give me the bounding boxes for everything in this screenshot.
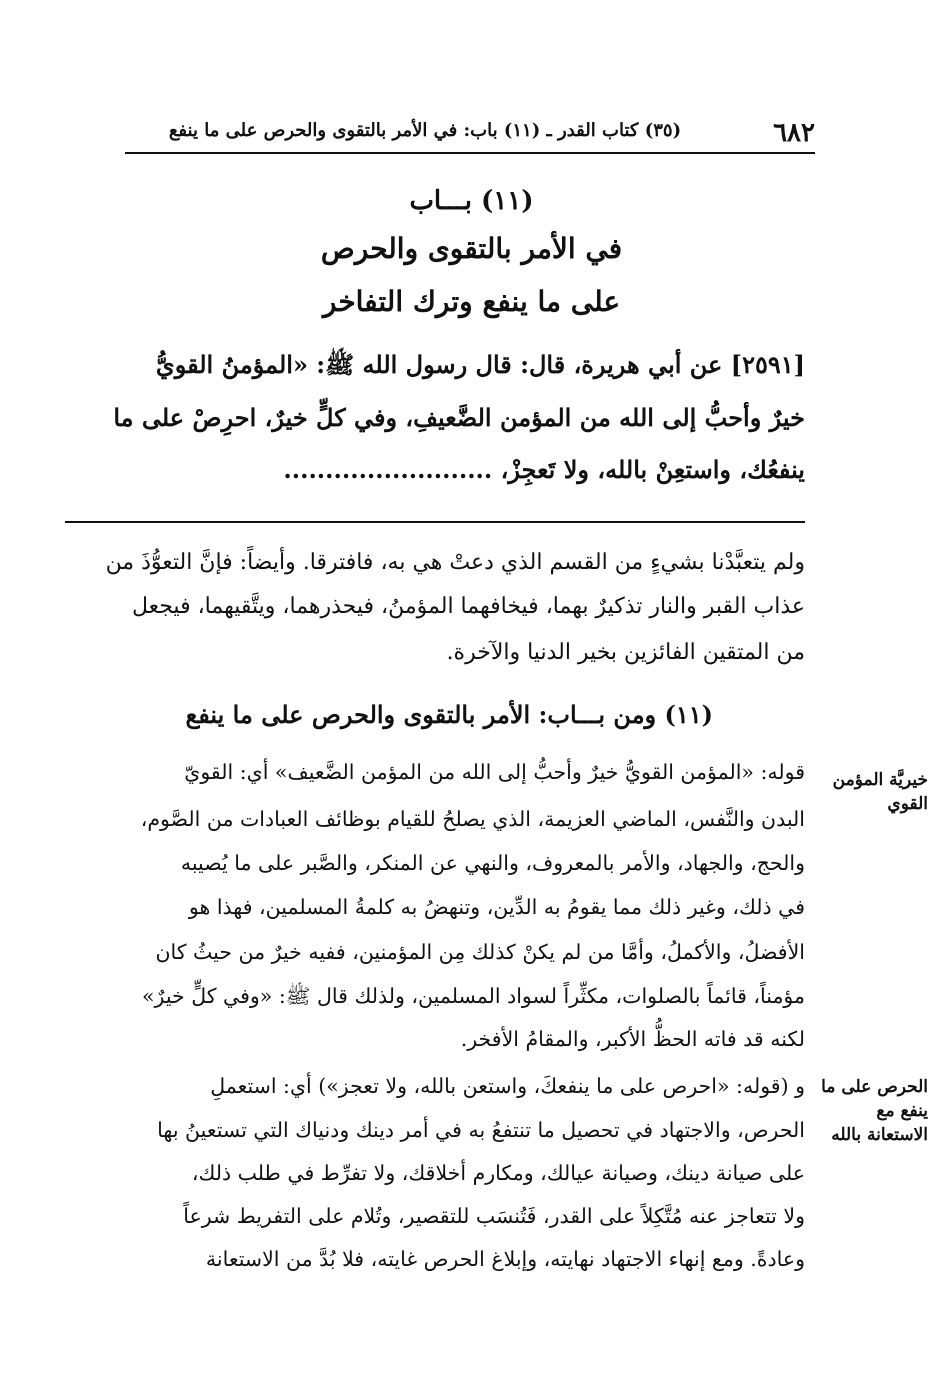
notes-line: في ذلك، وغير ذلك مما يقومُ به الدِّين، وتنهضُ به كلمةُ المسلمين، فهذا هو (188, 895, 805, 919)
hadith-line: ينفعُك، واستعِنْ بالله، ولا تَعجِزْ، ......................... (283, 455, 805, 484)
chapter-number: (١١) بـــاب (409, 186, 534, 216)
notes-line: الأفضلُ، والأكملُ، وأمَّا من لم يكنْ كذلك مِن المؤمنين، ففيه خيرٌ من حيثُ كان (155, 940, 805, 964)
notes-line: على صيانة دينك، وصيانة عيالك، ومكارم أخلاقك، ولا تفرِّط في طلب ذلك، (191, 1161, 805, 1185)
footnote-divider (65, 521, 805, 523)
commentary-line: عذاب القبر والنار تذكيرٌ بهما، فيخافهما المؤمنُ، فيحذرهما، ويتَّقيهما، فيجعل (131, 594, 805, 619)
margin-note-strong-believer: خيريَّة المؤمن القوي (832, 770, 928, 814)
notes-line: و (قوله: «احرص على ما ينفعكَ، واستعن بالله، ولا تعجز») أي: استعملِ (210, 1074, 805, 1098)
chapter-title-line-1: في الأمر بالتقوى والحرص (320, 232, 623, 265)
notes-line: لكنه قد فاته الحظُّ الأكبر، والمقامُ الأفخر. (460, 1027, 805, 1051)
page-number: ٦٨٢ (773, 118, 815, 148)
notes-line: مؤمناً، قائماً بالصلوات، مكثِّراً لسواد المسلمين، ولذلك قال ﷺ: «وفي كلٍّ خيرٌ» (141, 984, 805, 1008)
notes-line: البدن والنَّفس، الماضي العزيمة، الذي يصلحُ للقيام بوظائف العبادات من الصَّوم، (140, 807, 805, 831)
notes-line: وعادةً. ومع إنهاء الاجتهاد نهايته، وإبلاغ الحرص غايته، فلا بُدَّ من الاستعانة (205, 1247, 805, 1271)
notes-line: ولا تتعاجز عنه مُتَّكِلاً على القدر، فَتُنسَب للتقصير، وتُلام على التفريط شرعاً (183, 1204, 805, 1228)
hadith-line: خيرٌ وأحبُّ إلى الله من المؤمن الضَّعيفِ، وفي كلٍّ خيرٌ، احرِصْ على ما (113, 403, 805, 432)
margin-note-diligence: الحرص على ما ينفع مع الاستعانة بالله (821, 1077, 928, 1145)
chapter-title-line-2: على ما ينفع وترك التفاخر (322, 285, 621, 318)
commentary-line: من المتقين الفائزين بخير الدنيا والآخرة. (446, 640, 805, 665)
hadith-line: [٢٥٩١] عن أبي هريرة، قال: قال رسول الله ﷺ: «المؤمنُ القويُّ (155, 350, 805, 379)
commentary-line: ولم يتعبَّدْنا بشيءٍ من القسم الذي دعتْ هي به، فافترقا. وأيضاً: فإنَّ التعوُّذَ من (105, 550, 805, 575)
notes-line: الحرص، والاجتهاد في تحصيل ما تنتفعُ به في أمر دينك ودنياك التي تستعينُ بها (157, 1118, 805, 1142)
header-rule (125, 152, 815, 154)
page-header (125, 112, 815, 156)
section-heading: (١١) ومن بـــاب: الأمر بالتقوى والحرص على ما ينفع (185, 700, 713, 729)
notes-line: قوله: «المؤمن القويُّ خيرٌ وأحبُّ إلى الله من المؤمن الضَّعيف» أي: القويّ (184, 760, 805, 784)
notes-line: والحج، والجهاد، والأمر بالمعروف، والنهي عن المنكر، والصَّبر على ما يُصيبه (180, 851, 805, 875)
running-title: (٣٥) كتاب القدر ـ (١١) باب: في الأمر بالتقوى والحرص على ما ينفع (168, 120, 682, 141)
